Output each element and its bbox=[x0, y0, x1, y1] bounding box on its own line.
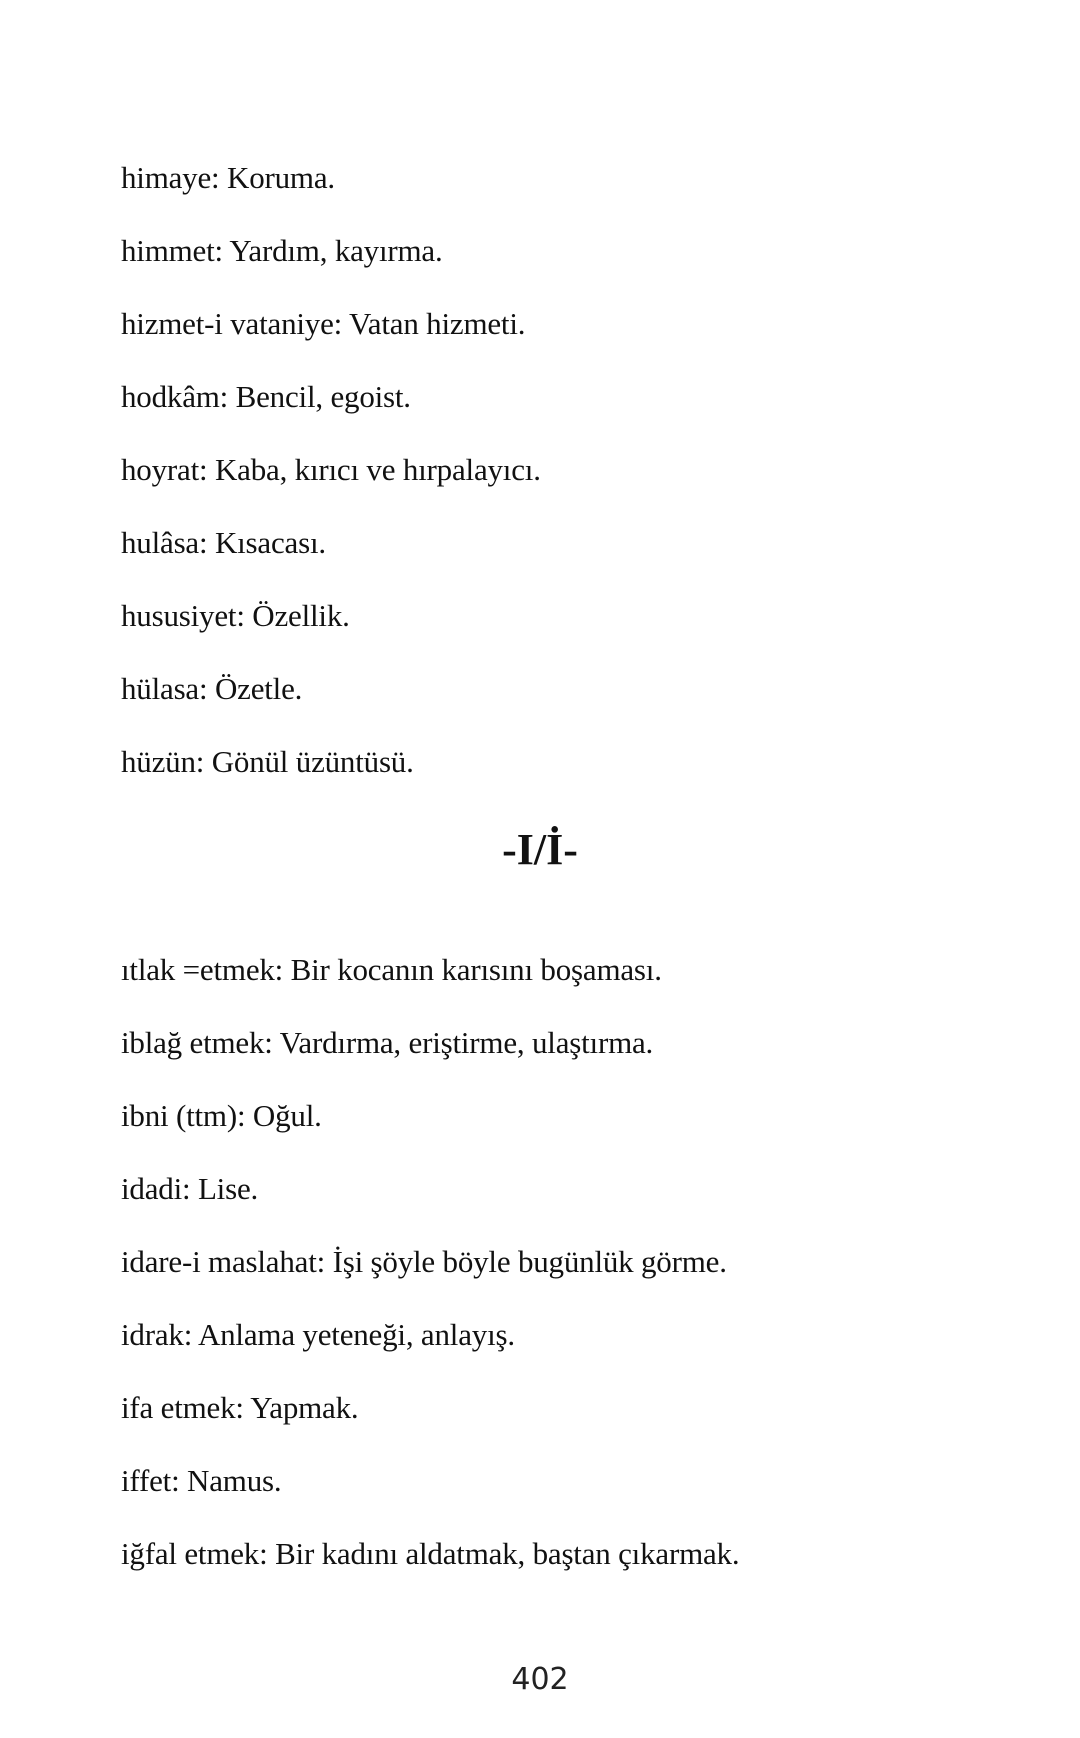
glossary-entry: hususiyet: Özellik. bbox=[121, 598, 350, 633]
glossary-entry: hüzün: Gönül üzüntüsü. bbox=[121, 744, 414, 779]
section-heading: -I/İ- bbox=[502, 825, 578, 874]
glossary-entry: ifa etmek: Yapmak. bbox=[121, 1390, 359, 1425]
glossary-entry: idare-i maslahat: İşi şöyle böyle bugünlük görme. bbox=[121, 1244, 727, 1279]
glossary-entry: ıtlak =etmek: Bir kocanın karısını boşaması. bbox=[121, 952, 662, 987]
page-number: 402 bbox=[511, 1662, 569, 1697]
glossary-entry: hoyrat: Kaba, kırıcı ve hırpalayıcı. bbox=[121, 452, 541, 487]
glossary-entry: ibni (ttm): Oğul. bbox=[121, 1098, 322, 1133]
glossary-entry: hizmet-i vataniye: Vatan hizmeti. bbox=[121, 306, 526, 341]
glossary-entry: iğfal etmek: Bir kadını aldatmak, baştan çıkarmak. bbox=[121, 1536, 740, 1571]
glossary-entry: himmet: Yardım, kayırma. bbox=[121, 233, 443, 268]
glossary-entry: iblağ etmek: Vardırma, eriştirme, ulaştırma. bbox=[121, 1025, 654, 1060]
glossary-entry: hülasa: Özetle. bbox=[121, 671, 303, 706]
glossary-entry: iffet: Namus. bbox=[121, 1463, 282, 1498]
glossary-entry: idadi: Lise. bbox=[121, 1171, 259, 1206]
glossary-entry: hodkâm: Bencil, egoist. bbox=[121, 379, 411, 414]
glossary-entry: idrak: Anlama yeteneği, anlayış. bbox=[121, 1317, 515, 1352]
glossary-entry: hulâsa: Kısacası. bbox=[121, 525, 326, 560]
glossary-entry: himaye: Koruma. bbox=[121, 160, 335, 195]
